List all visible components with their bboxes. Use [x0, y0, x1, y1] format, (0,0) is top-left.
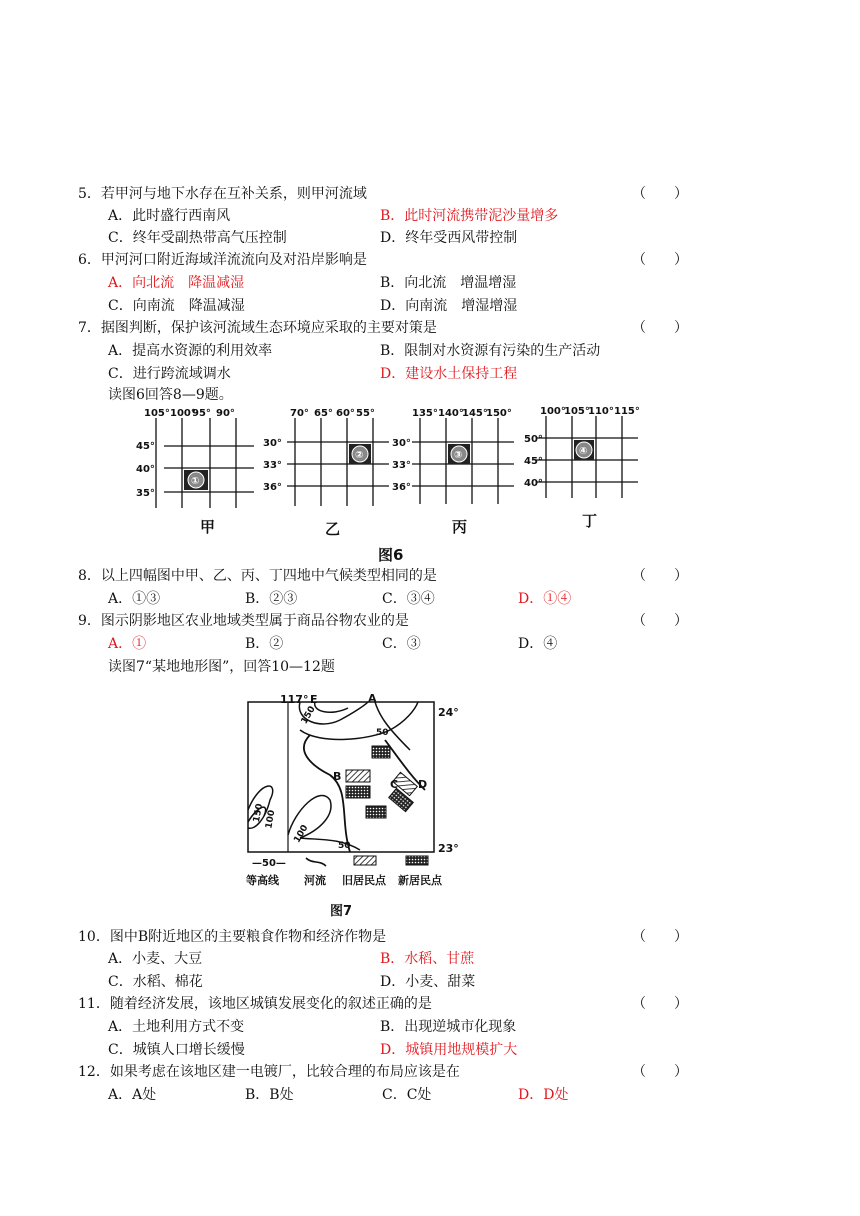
fig7-legend-river: 河流 [304, 874, 326, 887]
fig6-p2-lon-4: 55° [356, 408, 375, 419]
figure-6-caption: 图6 [378, 546, 404, 564]
fig6-p4-lat-3: 40° [524, 478, 543, 489]
fig6-p2-name: 乙 [325, 520, 341, 538]
fig6-p4-lon-3: 110° [588, 406, 614, 417]
fig6-p1-lat-3: 35° [136, 488, 155, 499]
fig6-p1-marker: ① [191, 476, 200, 487]
fig6-p1-lon-2: 100° [170, 408, 196, 419]
fig6-p1-lat-1: 45° [136, 441, 155, 452]
fig7-legend-new-sample [406, 856, 428, 865]
figure-6-panel-ding [536, 416, 638, 498]
fig6-p3-lon-4: 150° [486, 408, 512, 419]
question-9-option-c: C．③ [382, 636, 421, 652]
question-7-stem: 7．据图判断，保护该河流域生态环境应采取的主要对策是 [78, 320, 437, 336]
figure-6-instruction: 读图6回答8—9题。 [108, 387, 233, 403]
question-12-stem: 12．如果考虑在该地区建一电镀厂，比较合理的布局应该是在 [78, 1064, 460, 1080]
fig6-p2-lon-3: 60° [336, 408, 355, 419]
fig6-p3-lon-2: 140° [438, 408, 464, 419]
fig7-legend-new: 新居民点 [398, 874, 442, 887]
fig7-label-d: D [418, 778, 428, 791]
question-7-option-d: D．建设水土保持工程 [380, 366, 518, 382]
fig6-p3-lon-3: 145° [462, 408, 488, 419]
fig7-legend-contour: 等高线 [246, 874, 279, 887]
figure-7-caption: 图7 [330, 904, 353, 919]
question-12-option-b: B．B处 [245, 1087, 294, 1103]
fig7-contour-50-b: 50 [338, 841, 351, 851]
question-10-stem: 10．图中B附近地区的主要粮食作物和经济作物是 [78, 929, 387, 945]
fig7-legend-river-sample [306, 858, 326, 866]
fig7-new-settlement-3 [366, 806, 386, 818]
fig7-contour-150-a: 150 [299, 704, 318, 726]
question-9-option-b: B．② [245, 636, 284, 652]
question-7-option-a: A．提高水资源的利用效率 [108, 343, 273, 359]
fig7-contour-150-b: 150 [252, 802, 266, 824]
figure-6 [130, 402, 660, 542]
fig6-p4-lat-1: 50° [524, 434, 543, 445]
figure-6-panel-yi [287, 418, 389, 506]
question-12-option-d: D．D处 [518, 1087, 569, 1103]
fig7-contour-100-a: 100 [264, 809, 278, 830]
fig6-p2-lat-1: 30° [263, 438, 282, 449]
question-9-answer-paren: （ ） [632, 613, 688, 629]
fig7-lat-bottom: 23° [438, 842, 459, 855]
fig7-contour-50-a: 50 [376, 728, 389, 738]
fig7-legend-old: 旧居民点 [342, 874, 386, 887]
question-12-option-a: A．A处 [108, 1087, 157, 1103]
question-11-stem: 11．随着经济发展，该地区城镇发展变化的叙述正确的是 [78, 996, 432, 1012]
fig6-p4-lon-4: 115° [614, 406, 640, 417]
question-8-option-b: B．②③ [245, 591, 298, 607]
fig6-p2-lat-3: 36° [263, 482, 282, 493]
question-5-stem: 5．若甲河与地下水存在互补关系，则甲河流域 [78, 186, 367, 202]
question-7-option-c: C．进行跨流域调水 [108, 366, 231, 382]
question-10-option-c: C．水稻、棉花 [108, 974, 203, 990]
question-11-option-d: D．城镇用地规模扩大 [380, 1042, 518, 1058]
fig6-p1-lon-3: 95° [192, 408, 211, 419]
question-9-option-a: A．① [108, 636, 147, 652]
fig7-label-c: C [390, 778, 399, 791]
fig7-legend-contour-sample: —50— [252, 858, 286, 869]
question-5-option-a: A．此时盛行西南风 [108, 208, 231, 224]
fig6-p4-lat-2: 45° [524, 456, 543, 467]
fig7-new-settlement-2 [346, 786, 370, 798]
fig7-new-settlement-1 [372, 746, 390, 758]
question-11-option-b: B．出现逆城市化现象 [380, 1019, 517, 1035]
question-11-option-a: A．土地利用方式不变 [108, 1019, 245, 1035]
fig7-old-settlement-1 [346, 770, 370, 782]
fig6-p2-lat-2: 33° [263, 460, 282, 471]
question-9-option-d: D．④ [518, 636, 558, 652]
fig7-label-e: E [310, 693, 318, 706]
figure-6-panel-jia [156, 418, 254, 508]
question-10-option-a: A．小麦、大豆 [108, 951, 203, 967]
question-7-answer-paren: （ ） [632, 320, 688, 336]
figure-6-panel-bing [412, 418, 514, 504]
question-7-option-b: B．限制对水资源有污染的生产活动 [380, 343, 601, 359]
question-5-option-c: C．终年受副热带高气压控制 [108, 230, 287, 246]
question-10-answer-paren: （ ） [632, 929, 688, 945]
question-5-option-d: D．终年受西风带控制 [380, 230, 518, 246]
question-12-answer-paren: （ ） [632, 1064, 688, 1080]
fig6-p3-name: 丙 [452, 518, 468, 536]
fig6-p4-name: 丁 [582, 512, 598, 530]
fig6-p3-lat-2: 33° [392, 460, 411, 471]
question-8-answer-paren: （ ） [632, 568, 688, 584]
question-12-option-c: C．C处 [382, 1087, 432, 1103]
fig6-p4-lon-2: 105° [564, 406, 590, 417]
figure-7 [240, 690, 470, 890]
question-10-option-d: D．小麦、甜菜 [380, 974, 476, 990]
question-8-option-c: C．③④ [382, 591, 435, 607]
fig6-p2-lon-2: 65° [314, 408, 333, 419]
question-8-stem: 8．以上四幅图中甲、乙、丙、丁四地中气候类型相同的是 [78, 568, 437, 584]
question-6-option-b: B．向北流 增温增湿 [380, 275, 517, 291]
fig6-p1-name: 甲 [200, 518, 216, 536]
fig7-lon-label: 117° [280, 693, 309, 706]
question-6-stem: 6．甲河河口附近海域洋流流向及对沿岸影响是 [78, 252, 367, 268]
fig6-p3-lon-1: 135° [412, 408, 438, 419]
fig7-lat-top: 24° [438, 706, 459, 719]
question-6-option-a: A．向北流 降温减湿 [108, 275, 245, 291]
question-6-option-d: D．向南流 增湿增湿 [380, 298, 518, 314]
question-5-answer-paren: （ ） [632, 186, 688, 202]
question-5-option-b: B．此时河流携带泥沙量增多 [380, 208, 559, 224]
fig6-p3-marker: ③ [454, 450, 463, 461]
fig6-p4-lon-1: 100° [540, 406, 566, 417]
figure-7-instruction: 读图7“某地地形图”，回答10—12题 [108, 659, 335, 675]
fig6-p3-lat-1: 30° [392, 438, 411, 449]
fig6-p4-marker: ④ [579, 446, 588, 457]
fig7-contour-100-b: 100 [292, 823, 311, 845]
question-9-stem: 9．图示阴影地区农业地域类型属于商品谷物农业的是 [78, 613, 409, 629]
question-11-option-c: C．城镇人口增长缓慢 [108, 1042, 245, 1058]
question-6-option-c: C．向南流 降温减湿 [108, 298, 245, 314]
fig6-p2-marker: ② [355, 450, 364, 461]
fig6-p1-lon-1: 105° [144, 408, 170, 419]
fig6-p2-lon-1: 70° [290, 408, 309, 419]
question-6-answer-paren: （ ） [632, 252, 688, 268]
question-10-option-b: B．水稻、甘蔗 [380, 951, 475, 967]
fig7-label-b: B [333, 770, 342, 783]
question-8-option-a: A．①③ [108, 591, 161, 607]
question-8-option-d: D．①④ [518, 591, 572, 607]
question-11-answer-paren: （ ） [632, 996, 688, 1012]
fig6-p3-lat-3: 36° [392, 482, 411, 493]
fig6-p1-lat-2: 40° [136, 464, 155, 475]
fig7-legend-old-sample [354, 856, 376, 865]
fig7-label-a: A [368, 692, 377, 705]
fig6-p1-lon-4: 90° [216, 408, 235, 419]
